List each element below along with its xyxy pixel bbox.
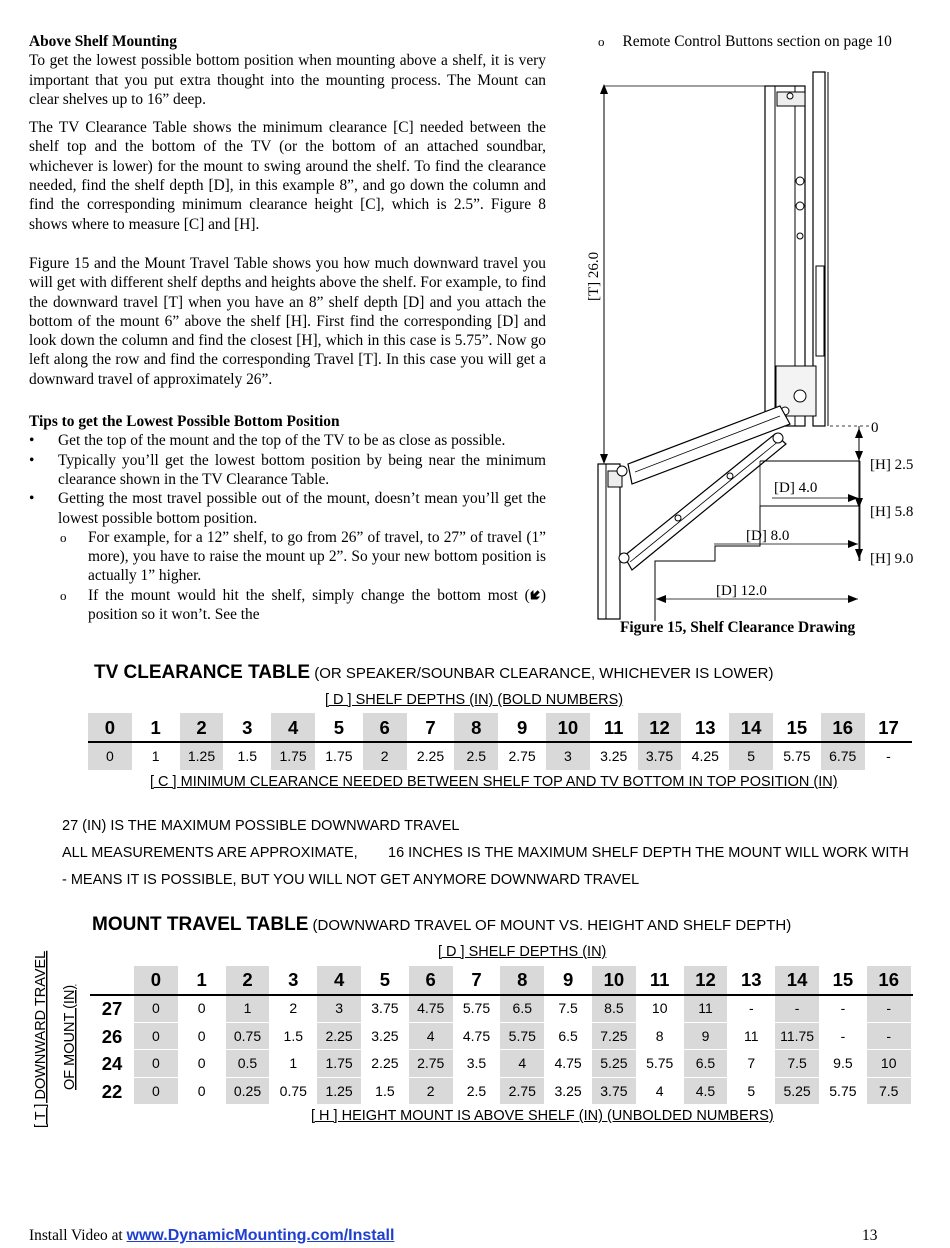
travel-value-cell: 0 xyxy=(134,1023,178,1050)
depth-header-cell: 13 xyxy=(741,969,762,990)
travel-title-bold: MOUNT TRAVEL TABLE xyxy=(92,914,309,935)
depth-header-cell: 1 xyxy=(196,969,207,990)
note-max-depth: 16 INCHES IS THE MAXIMUM SHELF DEPTH THE MOUNT WILL WORK WITH xyxy=(388,845,909,861)
section-heading-tips: Tips to get the Lowest Possible Bottom Position xyxy=(29,413,340,431)
depth-header-cell: 6 xyxy=(409,966,453,994)
list-item: • Get the top of the mount and the top of the TV to be as close as possible. xyxy=(29,431,546,450)
travel-value-cell: 4 xyxy=(500,1050,544,1077)
dimension-d1: [D] 4.0 xyxy=(774,480,818,496)
travel-value-cell: 0 xyxy=(197,1082,206,1099)
depth-header-cell: 0 xyxy=(88,713,132,743)
remote-reference-text: Remote Control Buttons section on page 10 xyxy=(622,33,892,50)
travel-value-cell: 5.75 xyxy=(462,1000,491,1016)
depth-header-cell: 16 xyxy=(821,713,865,743)
note-max-travel: 27 (IN) IS THE MAXIMUM POSSIBLE DOWNWARD TRAVEL xyxy=(62,818,460,834)
depth-header-cell: 6 xyxy=(363,713,407,743)
travel-value-cell: 0.5 xyxy=(226,1050,270,1077)
travel-value-cell: 1.25 xyxy=(317,1078,361,1105)
travel-value-cell: 0.75 xyxy=(279,1082,307,1099)
paragraph-intro: To get the lowest possible bottom position when mounting above a shelf, it is very important that you put extra thought into the mounting process. The Mount can clear shelves up to 16” deep. xyxy=(29,52,546,108)
depth-header-cell: 7 xyxy=(471,969,482,990)
travel-value-cell: 4.75 xyxy=(554,1055,582,1071)
travel-value-cell: 4 xyxy=(409,1023,453,1050)
travel-value-cell: 4.5 xyxy=(684,1078,728,1105)
travel-value-cell: 3.75 xyxy=(592,1078,636,1105)
depth-header-cell: 8 xyxy=(500,966,544,994)
clearance-value-cell: 1.75 xyxy=(271,742,315,770)
travel-value-cell: 7.5 xyxy=(867,1078,911,1105)
travel-value-cell: 4 xyxy=(655,1082,664,1099)
travel-value-cell: 3.25 xyxy=(554,1082,582,1099)
clearance-title-rest: (OR SPEAKER/SOUNBAR CLEARANCE, WHICHEVER IS LOWER) xyxy=(310,665,774,682)
travel-value-cell: 5.75 xyxy=(500,1023,544,1050)
travel-value-cell: 6.5 xyxy=(500,995,544,1022)
travel-value-cell: 7.5 xyxy=(775,1050,819,1077)
travel-value-cell: 1 xyxy=(289,1055,298,1071)
shelf-clearance-drawing xyxy=(580,66,940,626)
vertical-label-1: [ T ] DOWNWARD TRAVEL xyxy=(33,950,49,1128)
travel-value-cell: 11 xyxy=(744,1027,759,1044)
travel-value-cell: 3 xyxy=(317,995,361,1022)
travel-bottom-caption: [ H ] HEIGHT MOUNT IS ABOVE SHELF (IN) (UNBOLDED NUMBERS) xyxy=(311,1108,774,1124)
travel-row-header: 24 xyxy=(101,1053,123,1074)
travel-value-cell: 9.5 xyxy=(833,1055,853,1071)
travel-value-cell: 0 xyxy=(197,1027,206,1044)
depth-header-cell: 3 xyxy=(288,969,299,990)
travel-value-cell: 0.25 xyxy=(226,1078,270,1105)
clearance-value-cell: 2 xyxy=(363,742,407,770)
travel-value-cell: 5.75 xyxy=(646,1055,674,1071)
travel-value-cell: 7 xyxy=(747,1055,756,1071)
footer xyxy=(29,1227,394,1245)
travel-value-cell: - xyxy=(775,995,819,1022)
clearance-value-cell: 0 xyxy=(88,742,132,770)
depth-header-cell: 14 xyxy=(729,713,773,743)
travel-value-cell: 9 xyxy=(684,1023,728,1050)
travel-value-cell: 6.5 xyxy=(558,1027,578,1044)
sub-bullet-icon: o xyxy=(598,34,605,49)
travel-value-cell: 3.25 xyxy=(371,1027,399,1044)
clearance-value-cell: 1.25 xyxy=(180,742,224,770)
clearance-value-cell: 6.75 xyxy=(821,742,865,770)
depth-header-cell: 3 xyxy=(242,717,253,738)
depth-header-cell: 7 xyxy=(425,717,436,738)
note-approximate: ALL MEASUREMENTS ARE APPROXIMATE, xyxy=(62,845,358,861)
clearance-value-cell: 2.5 xyxy=(454,742,498,770)
travel-table-title xyxy=(92,914,791,936)
depth-header-cell: 5 xyxy=(379,969,391,990)
travel-value-cell: 2 xyxy=(289,1000,298,1016)
page-number: 13 xyxy=(862,1227,878,1244)
paragraph-travel: Figure 15 and the Mount Travel Table shows you how much downward travel you will get with different shelf depths and heights above the shelf. For example, to find the downward travel [T] when you have an 8” shelf depth [D] and you attach the bottom of the mount 6” above the shelf [H]. First find the corresponding [D] and look down the column and find the closest [H], which in this case is 5.75”. Now go left along the row and find the corresponding Travel [T]. In this case you will get a downward travel of approximately 26”. xyxy=(29,254,546,388)
clearance-value-cell: 4.25 xyxy=(691,748,719,764)
depth-header-cell: 15 xyxy=(786,717,808,738)
clearance-value-cell: 3.75 xyxy=(638,742,682,770)
clearance-value-cell: 1.5 xyxy=(237,748,258,764)
travel-value-cell: 5 xyxy=(747,1082,756,1099)
travel-value-cell: 0 xyxy=(134,1050,178,1077)
dimension-d3: [D] 12.0 xyxy=(716,583,767,599)
dimension-h2: [H] 5.8 xyxy=(870,504,914,520)
depth-header-cell: 0 xyxy=(134,966,178,994)
clearance-value-cell: 2.25 xyxy=(416,748,445,764)
travel-value-cell: 3.5 xyxy=(466,1055,487,1071)
depth-header-cell: 10 xyxy=(592,966,636,994)
dimension-h1: [H] 2.5 xyxy=(870,457,914,473)
clearance-value-cell: 1.75 xyxy=(325,748,353,764)
depth-header-cell: 9 xyxy=(562,969,574,990)
remote-reference xyxy=(598,32,892,51)
travel-value-cell: - xyxy=(840,1000,846,1016)
travel-value-cell: 4.75 xyxy=(409,995,453,1022)
depth-header-cell: 13 xyxy=(695,717,716,738)
clearance-value-cell: 2.75 xyxy=(508,748,536,764)
depth-header-cell: 12 xyxy=(638,713,682,743)
travel-depth-caption: [ D ] SHELF DEPTHS (IN) xyxy=(438,944,607,960)
travel-row-header: 26 xyxy=(101,1025,123,1047)
travel-value-cell: 3.75 xyxy=(371,1000,399,1016)
depth-header-cell: 11 xyxy=(649,969,670,990)
row-divider xyxy=(88,741,912,743)
travel-value-cell: 0 xyxy=(134,1078,178,1105)
figure-caption: Figure 15, Shelf Clearance Drawing xyxy=(620,619,856,636)
clearance-table-title xyxy=(94,662,773,684)
list-item-text: Getting the most travel possible out of the mount, doesn’t mean you’ll get the lowest possible bottom position. xyxy=(58,490,546,527)
left-column xyxy=(29,32,546,624)
travel-value-cell: 2.75 xyxy=(409,1050,453,1077)
travel-value-cell: 0 xyxy=(197,1055,206,1071)
depth-header-cell: 9 xyxy=(516,717,528,738)
travel-value-cell: 0 xyxy=(134,995,178,1022)
dimension-t: [T] 26.0 xyxy=(586,251,602,301)
depth-header-cell: 12 xyxy=(684,966,728,994)
travel-value-cell: 1.75 xyxy=(317,1050,361,1077)
depth-header-cell: 15 xyxy=(832,969,854,990)
vertical-label-2: OF MOUNT (IN) xyxy=(62,984,78,1090)
depth-header-cell: 11 xyxy=(603,717,624,738)
clearance-title-bold: TV CLEARANCE TABLE xyxy=(94,662,311,683)
travel-value-cell: 11.75 xyxy=(775,1023,819,1050)
clearance-value-cell: 3.25 xyxy=(600,748,628,764)
travel-value-cell: - xyxy=(867,995,911,1022)
travel-value-cell: 1.5 xyxy=(283,1027,304,1044)
travel-title-rest: (DOWNWARD TRAVEL OF MOUNT VS. HEIGHT AND SHELF DEPTH) xyxy=(308,917,792,934)
travel-row-header: 27 xyxy=(101,998,123,1019)
sub-list-item: o If the mount would hit the shelf, simply change the bottom most (🢇) position so it won’t. See the xyxy=(58,586,546,625)
travel-value-cell: 1.5 xyxy=(375,1082,395,1099)
paragraph-clearance: The TV Clearance Table shows the minimum clearance [C] needed between the shelf top and the bottom of the TV (or the bottom of an attached soundbar, whichever is lower) for the mount to swing around the shelf. To find the clearance needed, find the shelf depth [D], in this example 8”, and go down the column and find the corresponding minimum clearance height [C], which is 2.5”. Figure 8 shows where to measure [C] and [H]. xyxy=(29,119,546,233)
travel-value-cell: 0.75 xyxy=(226,1023,270,1050)
clearance-depth-caption: [ D ] SHELF DEPTHS (IN) (BOLD NUMBERS) xyxy=(325,692,624,708)
clearance-value-cell: 5.75 xyxy=(783,748,811,764)
depth-header-cell: 4 xyxy=(271,713,315,743)
install-video-link[interactable]: www.DynamicMounting.com/Install xyxy=(126,1227,395,1244)
travel-row-header: 22 xyxy=(101,1080,123,1102)
depth-header-cell: 2 xyxy=(226,966,270,994)
travel-value-cell: 10 xyxy=(651,1000,668,1016)
travel-value-cell: 2.25 xyxy=(317,1023,361,1050)
depth-header-cell: 4 xyxy=(317,966,361,994)
travel-value-cell: 4.75 xyxy=(462,1027,491,1044)
depth-header-cell: 2 xyxy=(180,713,224,743)
travel-value-cell: - xyxy=(867,1023,911,1050)
depth-header-cell: 10 xyxy=(546,713,590,743)
travel-value-cell: 5.75 xyxy=(829,1082,857,1099)
travel-value-cell: 2.75 xyxy=(500,1078,544,1105)
travel-value-cell: 7.5 xyxy=(558,1000,578,1016)
travel-value-cell: 8 xyxy=(655,1027,664,1044)
dimension-zero: 0 xyxy=(871,420,879,436)
note-dash-meaning: - MEANS IT IS POSSIBLE, BUT YOU WILL NOT GET ANYMORE DOWNWARD TRAVEL xyxy=(62,872,640,888)
travel-value-cell: 2.25 xyxy=(371,1055,399,1071)
tips-list xyxy=(29,431,546,624)
clearance-value-cell: 3 xyxy=(546,742,590,770)
depth-header-cell: 8 xyxy=(454,713,498,743)
travel-value-cell: 5.25 xyxy=(775,1078,819,1105)
clearance-value-cell: 5 xyxy=(729,742,773,770)
footer-prefix: Install Video at xyxy=(29,1227,127,1244)
travel-value-cell: 10 xyxy=(867,1050,911,1077)
depth-header-cell: 5 xyxy=(333,717,345,738)
clearance-value-cell: - xyxy=(886,748,891,764)
list-item xyxy=(29,489,546,624)
travel-value-cell: 5.25 xyxy=(592,1050,636,1077)
sub-list xyxy=(58,528,546,624)
travel-value-cell: 2 xyxy=(409,1078,453,1105)
travel-value-cell: 11 xyxy=(684,995,728,1022)
travel-value-cell: - xyxy=(840,1027,846,1044)
depth-header-cell: 1 xyxy=(150,717,161,738)
travel-value-cell: 2.5 xyxy=(466,1082,487,1099)
travel-value-cell: 1 xyxy=(226,995,270,1022)
clearance-value-cell: 1 xyxy=(151,748,160,764)
depth-header-cell: 16 xyxy=(867,966,911,994)
list-item: • Typically you’ll get the lowest bottom position by being near the minimum clearance shown in the TV Clearance Table. xyxy=(29,451,546,490)
row-divider xyxy=(90,994,913,996)
travel-value-cell: - xyxy=(748,1000,754,1016)
dimension-d2: [D] 8.0 xyxy=(746,528,790,544)
depth-header-cell: 14 xyxy=(775,966,819,994)
dimension-h3: [H] 9.0 xyxy=(870,551,914,567)
travel-value-cell: 0 xyxy=(197,1000,206,1016)
sub-list-item: o For example, for a 12” shelf, to go from 26” of travel, to 27” of travel (1” more), you have to raise the mount up 2”. So your new bottom position is actually 1” higher. xyxy=(58,528,546,586)
depth-header-cell: 17 xyxy=(878,717,899,738)
travel-value-cell: 7.25 xyxy=(592,1023,636,1050)
travel-value-cell: 6.5 xyxy=(684,1050,728,1077)
section-heading-above-shelf: Above Shelf Mounting xyxy=(29,33,177,50)
travel-vertical-label xyxy=(28,940,88,1130)
clearance-bottom-caption: [ C ] MINIMUM CLEARANCE NEEDED BETWEEN SHELF TOP AND TV BOTTOM IN TOP POSITION (IN) xyxy=(150,774,838,790)
travel-value-cell: 8.5 xyxy=(592,995,636,1022)
